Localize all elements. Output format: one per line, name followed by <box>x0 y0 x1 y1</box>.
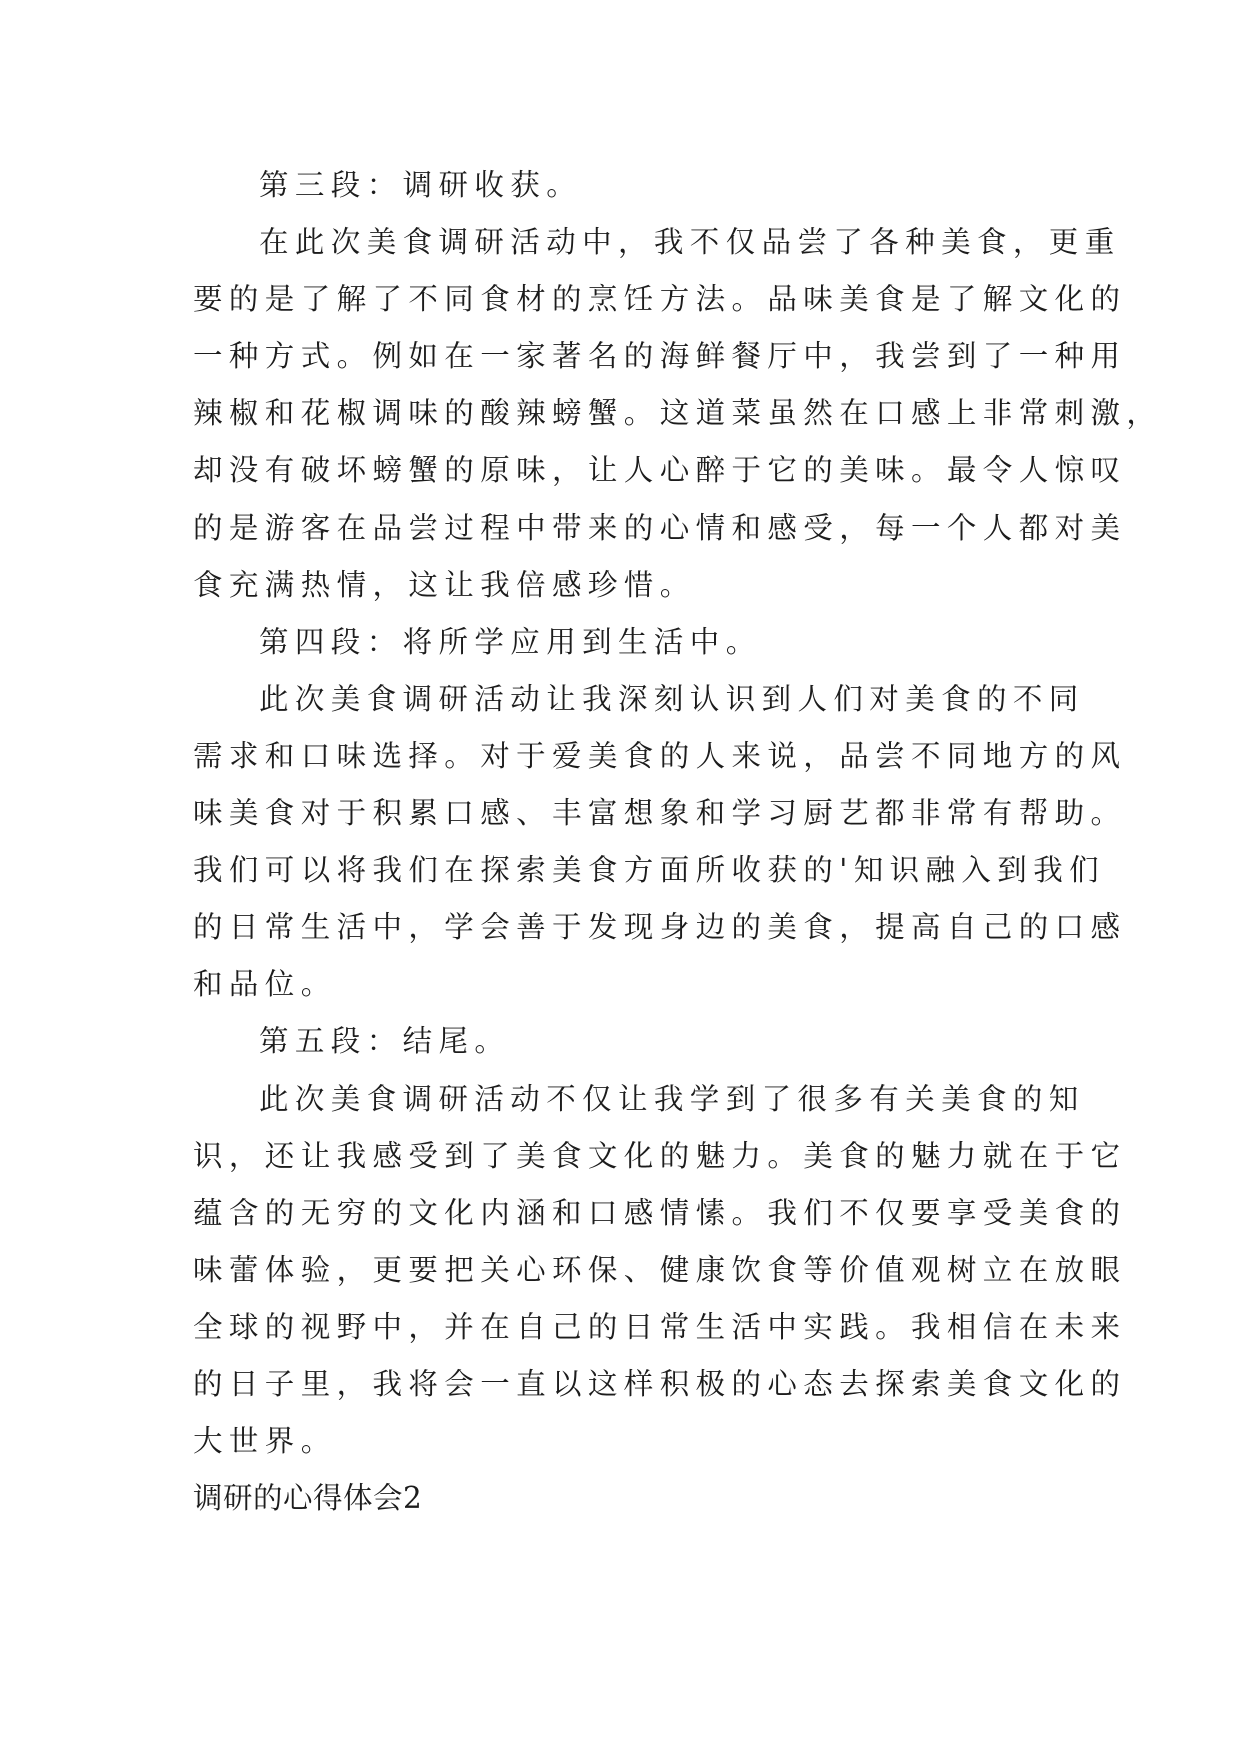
paragraph-line: 却没有破坏螃蟹的原味，让人心醉于它的美味。最令人惊叹 <box>193 453 1127 488</box>
paragraph-line: 味蕾体验，更要把关心环保、健康饮食等价值观树立在放眼 <box>193 1252 1127 1287</box>
paragraph-line: 全球的视野中，并在自己的日常生活中实践。我相信在未来 <box>193 1309 1127 1344</box>
paragraph-line: 的日常生活中，学会善于发现身边的美食，提高自己的口感 <box>193 910 1127 945</box>
paragraph-line: 一种方式。例如在一家著名的海鲜餐厅中，我尝到了一种用 <box>193 339 1127 374</box>
paragraph-line: 我们可以将我们在探索美食方面所收获的'知识融入到我们 <box>193 853 1106 888</box>
next-article-title: 调研的心得体会2 <box>193 1481 423 1516</box>
paragraph-line: 大世界。 <box>193 1424 337 1459</box>
paragraph-line: 的是游客在品尝过程中带来的心情和感受，每一个人都对美 <box>193 510 1127 545</box>
paragraph-line: 要的是了解了不同食材的烹饪方法。品味美食是了解文化的 <box>193 282 1127 317</box>
paragraph-line: 此次美食调研活动不仅让我学到了很多有关美食的知 <box>259 1081 1085 1116</box>
paragraph-line: 的日子里，我将会一直以这样积极的心态去探索美食文化的 <box>193 1366 1127 1401</box>
paragraph-line: 和品位。 <box>193 967 337 1002</box>
paragraph-line: 辣椒和花椒调味的酸辣螃蟹。这道菜虽然在口感上非常刺激， <box>193 396 1163 431</box>
section-heading: 第三段：调研收获。 <box>259 168 583 202</box>
paragraph-line: 蕴含的无穷的文化内涵和口感情愫。我们不仅要享受美食的 <box>193 1195 1127 1230</box>
paragraph-line: 此次美食调研活动让我深刻认识到人们对美食的不同 <box>259 681 1085 716</box>
paragraph-line: 食充满热情，这让我倍感珍惜。 <box>193 567 696 602</box>
paragraph-line: 味美食对于积累口感、丰富想象和学习厨艺都非常有帮助。 <box>193 796 1127 831</box>
paragraph-line: 识，还让我感受到了美食文化的魅力。美食的魅力就在于它 <box>193 1138 1127 1173</box>
paragraph-line: 在此次美食调研活动中，我不仅品尝了各种美食，更重 <box>259 225 1121 260</box>
section-heading: 第五段：结尾。 <box>259 1024 511 1059</box>
document-body <box>193 157 1163 1527</box>
paragraph-line: 需求和口味选择。对于爱美食的人来说，品尝不同地方的风 <box>193 738 1127 773</box>
section-heading: 第四段：将所学应用到生活中。 <box>259 624 762 659</box>
